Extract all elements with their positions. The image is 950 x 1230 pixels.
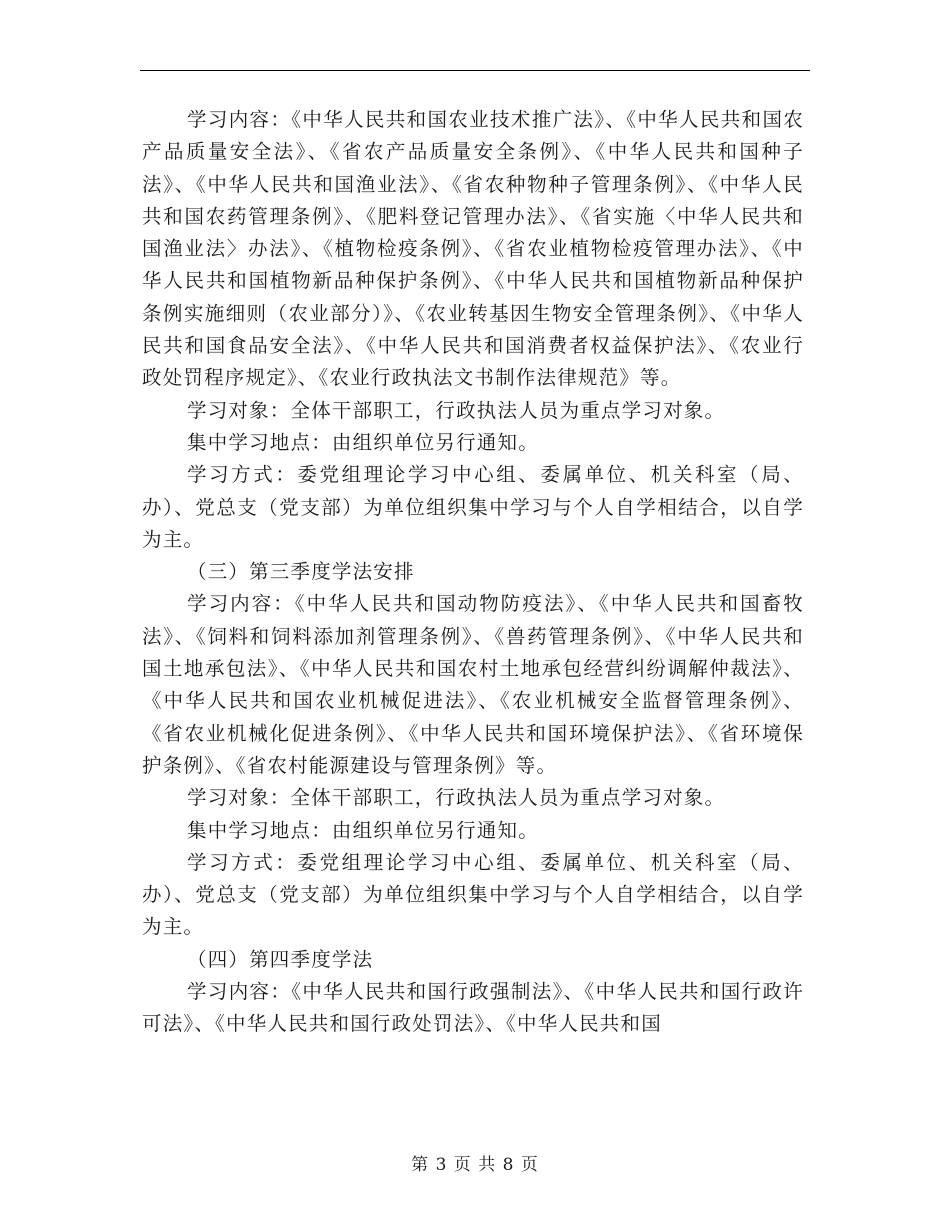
paragraph-study-content-q2: 学习内容：《中华人民共和国农业技术推广法》、《中华人民共和国农产品质量安全法》、《省农产品质量安全条例》、《中华人民共和国种子法》、《中华人民共和国渔业法》、《省农种物种子管理条例》、《中华人民共和国农药管理条例》、《肥料登记管理办法》、《省实施〈中华人民共和国渔业法〉办法》、《植物检疫条例》、《省农业植物检疫管理办法》、《中华人民共和国植物新品种保护条例》、《中华人民共和国植物新品种保护条例实施细则（农业部分）》、《农业转基因生物安全管理条例》、《中华人民共和国食品安全法》、《中华人民共和国消费者权益保护法》、《农业行政处罚程序规定》、《农业行政执法文书制作法律规范》等。 xyxy=(142,108,804,390)
page-number-footer: 第 3 页 共 8 页 xyxy=(411,1155,539,1175)
paragraph-study-method-q2: 学习方式：委党组理论学习中心组、委属单位、机关科室（局、办）、党总支（党支部）为单位组织集中学习与个人自学相结合，以自学为主。 xyxy=(142,463,804,551)
body-text xyxy=(142,104,804,1041)
paragraph-study-method-q3: 学习方式：委党组理论学习中心组、委属单位、机关科室（局、办）、党总支（党支部）为单位组织集中学习与个人自学相结合，以自学为主。 xyxy=(142,850,804,939)
paragraph-study-location-q2: 集中学习地点：由组织单位另行通知。 xyxy=(187,430,539,454)
paragraph-study-location-q3: 集中学习地点：由组织单位另行通知。 xyxy=(187,818,539,842)
paragraph-study-content-q4: 学习内容：《中华人民共和国行政强制法》、《中华人民共和国行政许可法》、《中华人民共和国行政处罚法》、《中华人民共和国 xyxy=(142,980,804,1036)
paragraph-study-content-q3: 学习内容：《中华人民共和国动物防疫法》、《中华人民共和国畜牧法》、《饲料和饲料添加剂管理条例》、《兽药管理条例》、《中华人民共和国土地承包法》、《中华人民共和国农村土地承包经营纠纷调解仲裁法》、《中华人民共和国农业机械促进法》、《农业机械安全监督管理条例》、《省农业机械化促进条例》、《中华人民共和国环境保护法》、《省环境保护条例》、《省农村能源建设与管理条例》等。 xyxy=(142,592,804,777)
paragraph-study-audience-q2: 学习对象：全体干部职工，行政执法人员为重点学习对象。 xyxy=(187,398,726,422)
section-heading-q4: （四）第四季度学法 xyxy=(187,947,374,971)
paragraph-study-audience-q3: 学习对象：全体干部职工，行政执法人员为重点学习对象。 xyxy=(187,786,726,810)
section-heading-q3: （三）第三季度学法安排 xyxy=(187,560,415,584)
header-rule xyxy=(140,70,810,71)
